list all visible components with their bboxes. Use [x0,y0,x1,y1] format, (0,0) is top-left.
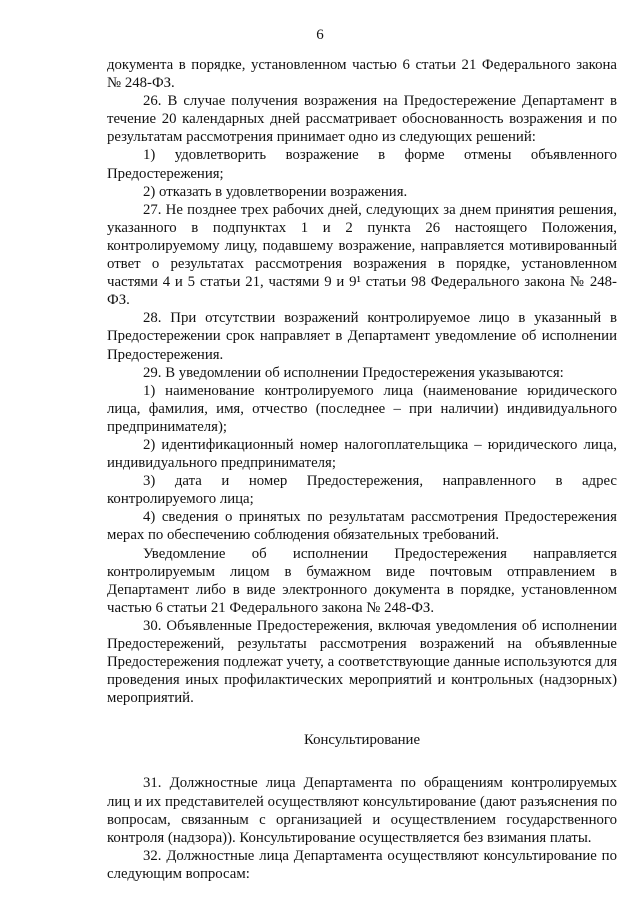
page-number: 6 [316,27,324,43]
paragraph: 1) удовлетворить возражение в форме отмены объявленного Предостережения; [107,147,617,182]
paragraph: документа в порядке, установленном частью 6 статьи 21 Федерального закона № 248-ФЗ. [107,57,617,92]
paragraph: 26. В случае получения возражения на Предостережение Департамент в течение 20 календарных дней рассматривает обоснованность возражения и по результатам рассмотрения принимает одно из следующих решений: [107,93,617,146]
paragraph: 4) сведения о принятых по результатам рассмотрения Предостережения мерах по обеспечению соблюдения обязательных требований. [107,509,617,544]
paragraph: Уведомление об исполнении Предостережения направляется контролируемым лицом в бумажном виде почтовым отправлением в Департамент либо в виде электронного документа в порядке, установленном частью 6 статьи 21 Федерального закона № 248-ФЗ. [107,545,617,616]
paragraph: 1) наименование контролируемого лица (наименование юридического лица, фамилия, имя, отчество (последнее – при наличии) индивидуального предпринимателя); [107,382,617,435]
section-heading: Консультирование [303,732,421,749]
paragraph: 32. Должностные лица Департамента осуществляют консультирование по следующим вопросам: [107,847,617,882]
paragraph: 28. При отсутствии возражений контролируемое лицо в указанный в Предостережении срок направляет в Департамент уведомление об исполнении Предостережения. [107,310,617,363]
paragraph: 27. Не позднее трех рабочих дней, следующих за днем принятия решения, указанного в подпунктах 1 и 2 пункта 26 настоящего Положения, контролируемому лицу, подавшему возражение, направляется мотивированный ответ о результатах рассмотрения возражения в порядке, установленном частями 4 и 5 статьи 21, частями 9 и 9¹ статьи 98 Федерального закона № 248-ФЗ. [107,201,617,309]
paragraphs-bottom [107,774,617,883]
paragraphs-top [107,56,617,707]
paragraph: 2) идентификационный номер налогоплательщика – юридического лица, индивидуального предпринимателя; [107,436,617,472]
paragraph: 3) дата и номер Предостережения, направленного в адрес контролируемого лица; [107,473,617,508]
paragraph: 30. Объявленные Предостережения, включая уведомления об исполнении Предостережений, результаты рассмотрения возражений на объявленные Предостережения подлежат учету, а соответствующие данные используются для проведения иных профилактических мероприятий и контрольных (надзорных) мероприятий. [107,617,617,707]
paragraph: 31. Должностные лица Департамента по обращениям контролируемых лиц и их представителей осуществляют консультирование (дают разъяснения по вопросам, связанным с организацией и осуществлением государственного контроля (надзора)). Консультирование осуществляется без взимания платы. [107,775,617,846]
paragraph: 29. В уведомлении об исполнении Предостережения указываются: [143,364,564,381]
document-body [107,56,617,883]
paragraph: 2) отказать в удовлетворении возражения. [143,183,408,200]
